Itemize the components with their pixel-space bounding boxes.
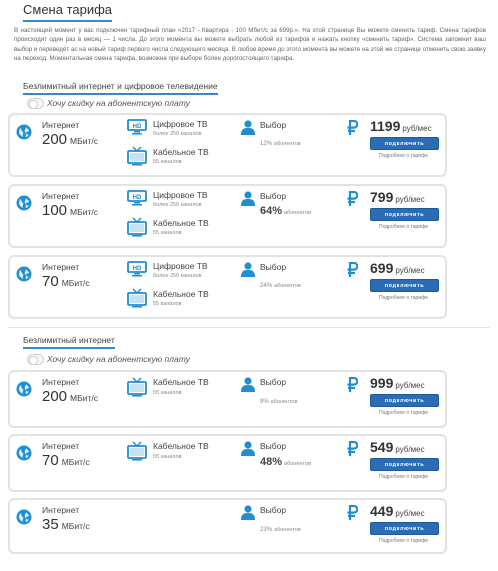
connect-button[interactable]: подключить: [370, 279, 439, 292]
tariff-details-link[interactable]: Подробнее о тарифе: [379, 474, 428, 480]
digital-tv-name: Цифровое ТВ: [153, 190, 208, 200]
speed-unit: МБит/с: [70, 136, 98, 146]
choice-label: Выбор: [260, 505, 287, 515]
cable-tv-icon: [127, 377, 147, 397]
price: [370, 439, 425, 457]
discount-label: Хочу скидку на абонентскую плату: [47, 98, 190, 108]
digital-tv-count: более 250 каналов: [153, 202, 202, 208]
speed-unit: МБит/с: [61, 278, 90, 288]
ruble-icon: [347, 191, 358, 207]
speed-value: 70: [42, 452, 59, 469]
tariff-details-link[interactable]: Подробнее о тарифе: [379, 295, 428, 301]
price-value: 999: [370, 375, 394, 391]
internet-label: Интернет: [42, 120, 80, 130]
ruble-icon: [347, 262, 358, 278]
price-unit: руб/мес: [402, 124, 432, 133]
speed-value: 100: [42, 202, 68, 219]
discount-label: Хочу скидку на абонентскую плату: [47, 354, 190, 364]
discount-toggle[interactable]: [27, 354, 44, 365]
choice-percent: 9%: [260, 399, 269, 405]
cable-tv-icon: [127, 441, 147, 461]
digital-tv-name: Цифровое ТВ: [153, 119, 208, 129]
speed: [42, 131, 98, 149]
choice-suffix: абонентов: [274, 283, 301, 289]
choice-suffix: абонентов: [270, 399, 298, 405]
connect-button[interactable]: подключить: [370, 458, 439, 471]
price-value: 449: [370, 503, 394, 519]
globe-icon: [16, 381, 32, 397]
hd-tv-icon: [127, 261, 147, 277]
cable-tv-count: 55 каналов: [153, 390, 182, 396]
price: [370, 260, 425, 278]
section-title: Безлимитный интернет: [23, 335, 115, 349]
choice-line: [260, 132, 301, 150]
choice-label: Выбор: [260, 262, 287, 272]
person-icon: [241, 505, 255, 520]
choice-suffix: абонентов: [284, 210, 311, 216]
tariff-details-link[interactable]: Подробнее о тарифе: [379, 224, 428, 230]
connect-button[interactable]: подключить: [370, 137, 439, 150]
price-unit: руб/мес: [395, 445, 425, 454]
hd-tv-icon: [127, 190, 147, 206]
internet-label: Интернет: [42, 377, 80, 387]
speed-value: 70: [42, 273, 59, 290]
choice-percent: 64%: [260, 205, 283, 217]
choice-line: [260, 452, 311, 470]
ruble-icon: [347, 505, 358, 521]
choice-line: [260, 201, 311, 219]
digital-tv-count: более 250 каналов: [153, 273, 202, 279]
internet-label: Интернет: [42, 441, 80, 451]
tariff-card: [8, 498, 447, 554]
price: [370, 503, 425, 521]
tariff-card: [8, 370, 447, 428]
choice-suffix: абонентов: [274, 141, 301, 147]
price-value: 799: [370, 189, 394, 205]
person-icon: [241, 120, 255, 135]
ruble-icon: [347, 441, 358, 457]
ruble-icon: [347, 377, 358, 393]
person-icon: [241, 191, 255, 206]
price-unit: руб/мес: [395, 266, 425, 275]
speed: [42, 452, 90, 470]
cable-tv-icon: [127, 217, 147, 237]
choice-percent: 24%: [260, 283, 273, 289]
tariff-details-link[interactable]: Подробнее о тарифе: [379, 538, 428, 544]
speed: [42, 273, 90, 291]
choice-percent: 23%: [260, 527, 273, 533]
price-unit: руб/мес: [395, 509, 425, 518]
choice-line: [260, 274, 301, 292]
speed-unit: МБит/с: [70, 393, 98, 403]
cable-tv-name: Кабельное ТВ: [153, 218, 209, 228]
choice-line: [260, 518, 301, 536]
cable-tv-name: Кабельное ТВ: [153, 377, 209, 387]
connect-button[interactable]: подключить: [370, 208, 439, 221]
price-value: 549: [370, 439, 394, 455]
choice-suffix: абонентов: [274, 527, 301, 533]
digital-tv-name: Цифровое ТВ: [153, 261, 208, 271]
svg-text:HD: HD: [132, 195, 142, 201]
internet-label: Интернет: [42, 505, 80, 515]
cable-tv-count: 55 каналов: [153, 301, 182, 307]
price-value: 1199: [370, 118, 401, 134]
price-value: 699: [370, 260, 394, 276]
tariff-card: [8, 184, 447, 248]
svg-text:HD: HD: [132, 266, 142, 272]
speed-unit: МБит/с: [61, 457, 90, 467]
price-unit: руб/мес: [395, 381, 425, 390]
speed-unit: МБит/с: [61, 521, 90, 531]
section-title: Безлимитный интернет и цифровое телевидение: [23, 81, 218, 95]
speed-value: 200: [42, 131, 68, 148]
globe-icon: [16, 445, 32, 461]
cable-tv-name: Кабельное ТВ: [153, 289, 209, 299]
globe-icon: [16, 266, 32, 282]
cable-tv-count: 55 каналов: [153, 230, 182, 236]
choice-line: [260, 390, 298, 408]
digital-tv-count: более 250 каналов: [153, 131, 202, 137]
discount-toggle[interactable]: [27, 98, 44, 109]
intro-text: В настоящий момент у вас подключен тарифный план «2017 - Квартира - 100 Мбит/с за 699р.». На этой странице Вы можете сменить тариф. Смена тарифов происходит один раз в месяц — 1 числа. До этого момента вы можете выбрать любой из тарифов и нажать кнопку «сменить тариф». Система запомнит ваш выбор и переведёт ас на новый тариф первого числа следующего месяца. В любое время до этого момента вы можете на этой же странице отменить свою заявку на переход. Моментальная смена тарифа, возможна при выборе более дорогостоящего тарифа.: [14, 27, 486, 63]
choice-suffix: абонентов: [284, 461, 311, 467]
connect-button[interactable]: подключить: [370, 394, 439, 407]
choice-label: Выбор: [260, 120, 287, 130]
discount-toggle-row: [27, 353, 190, 365]
person-icon: [241, 262, 255, 277]
speed-value: 200: [42, 388, 68, 405]
cable-tv-icon: [127, 288, 147, 308]
speed: [42, 516, 90, 534]
price: [370, 375, 425, 393]
person-icon: [241, 441, 255, 456]
choice-label: Выбор: [260, 441, 287, 451]
price: [370, 189, 425, 207]
page-title: Смена тарифа: [23, 2, 112, 22]
choice-label: Выбор: [260, 377, 287, 387]
hd-tv-icon: [127, 119, 147, 135]
price: [370, 118, 432, 136]
internet-label: Интернет: [42, 191, 80, 201]
cable-tv-name: Кабельное ТВ: [153, 147, 209, 157]
speed-unit: МБит/с: [70, 207, 98, 217]
ruble-icon: [347, 120, 358, 136]
svg-text:HD: HD: [132, 124, 142, 130]
globe-icon: [16, 509, 32, 525]
tariff-card: [8, 113, 447, 177]
internet-label: Интернет: [42, 262, 80, 272]
tariff-details-link[interactable]: Подробнее о тарифе: [379, 153, 428, 159]
price-unit: руб/мес: [395, 195, 425, 204]
cable-tv-count: 55 каналов: [153, 454, 182, 460]
choice-percent: 12%: [260, 141, 273, 147]
globe-icon: [16, 195, 32, 211]
speed: [42, 388, 98, 406]
choice-label: Выбор: [260, 191, 287, 201]
section-divider: [8, 327, 490, 328]
tariff-card: [8, 434, 447, 492]
speed-value: 35: [42, 516, 59, 533]
cable-tv-icon: [127, 146, 147, 166]
tariff-card: [8, 255, 447, 319]
connect-button[interactable]: подключить: [370, 522, 439, 535]
discount-toggle-row: [27, 97, 190, 109]
choice-percent: 48%: [260, 456, 283, 468]
person-icon: [241, 377, 255, 392]
cable-tv-name: Кабельное ТВ: [153, 441, 209, 451]
speed: [42, 202, 98, 220]
tariff-details-link[interactable]: Подробнее о тарифе: [379, 410, 428, 416]
cable-tv-count: 55 каналов: [153, 159, 182, 165]
globe-icon: [16, 124, 32, 140]
